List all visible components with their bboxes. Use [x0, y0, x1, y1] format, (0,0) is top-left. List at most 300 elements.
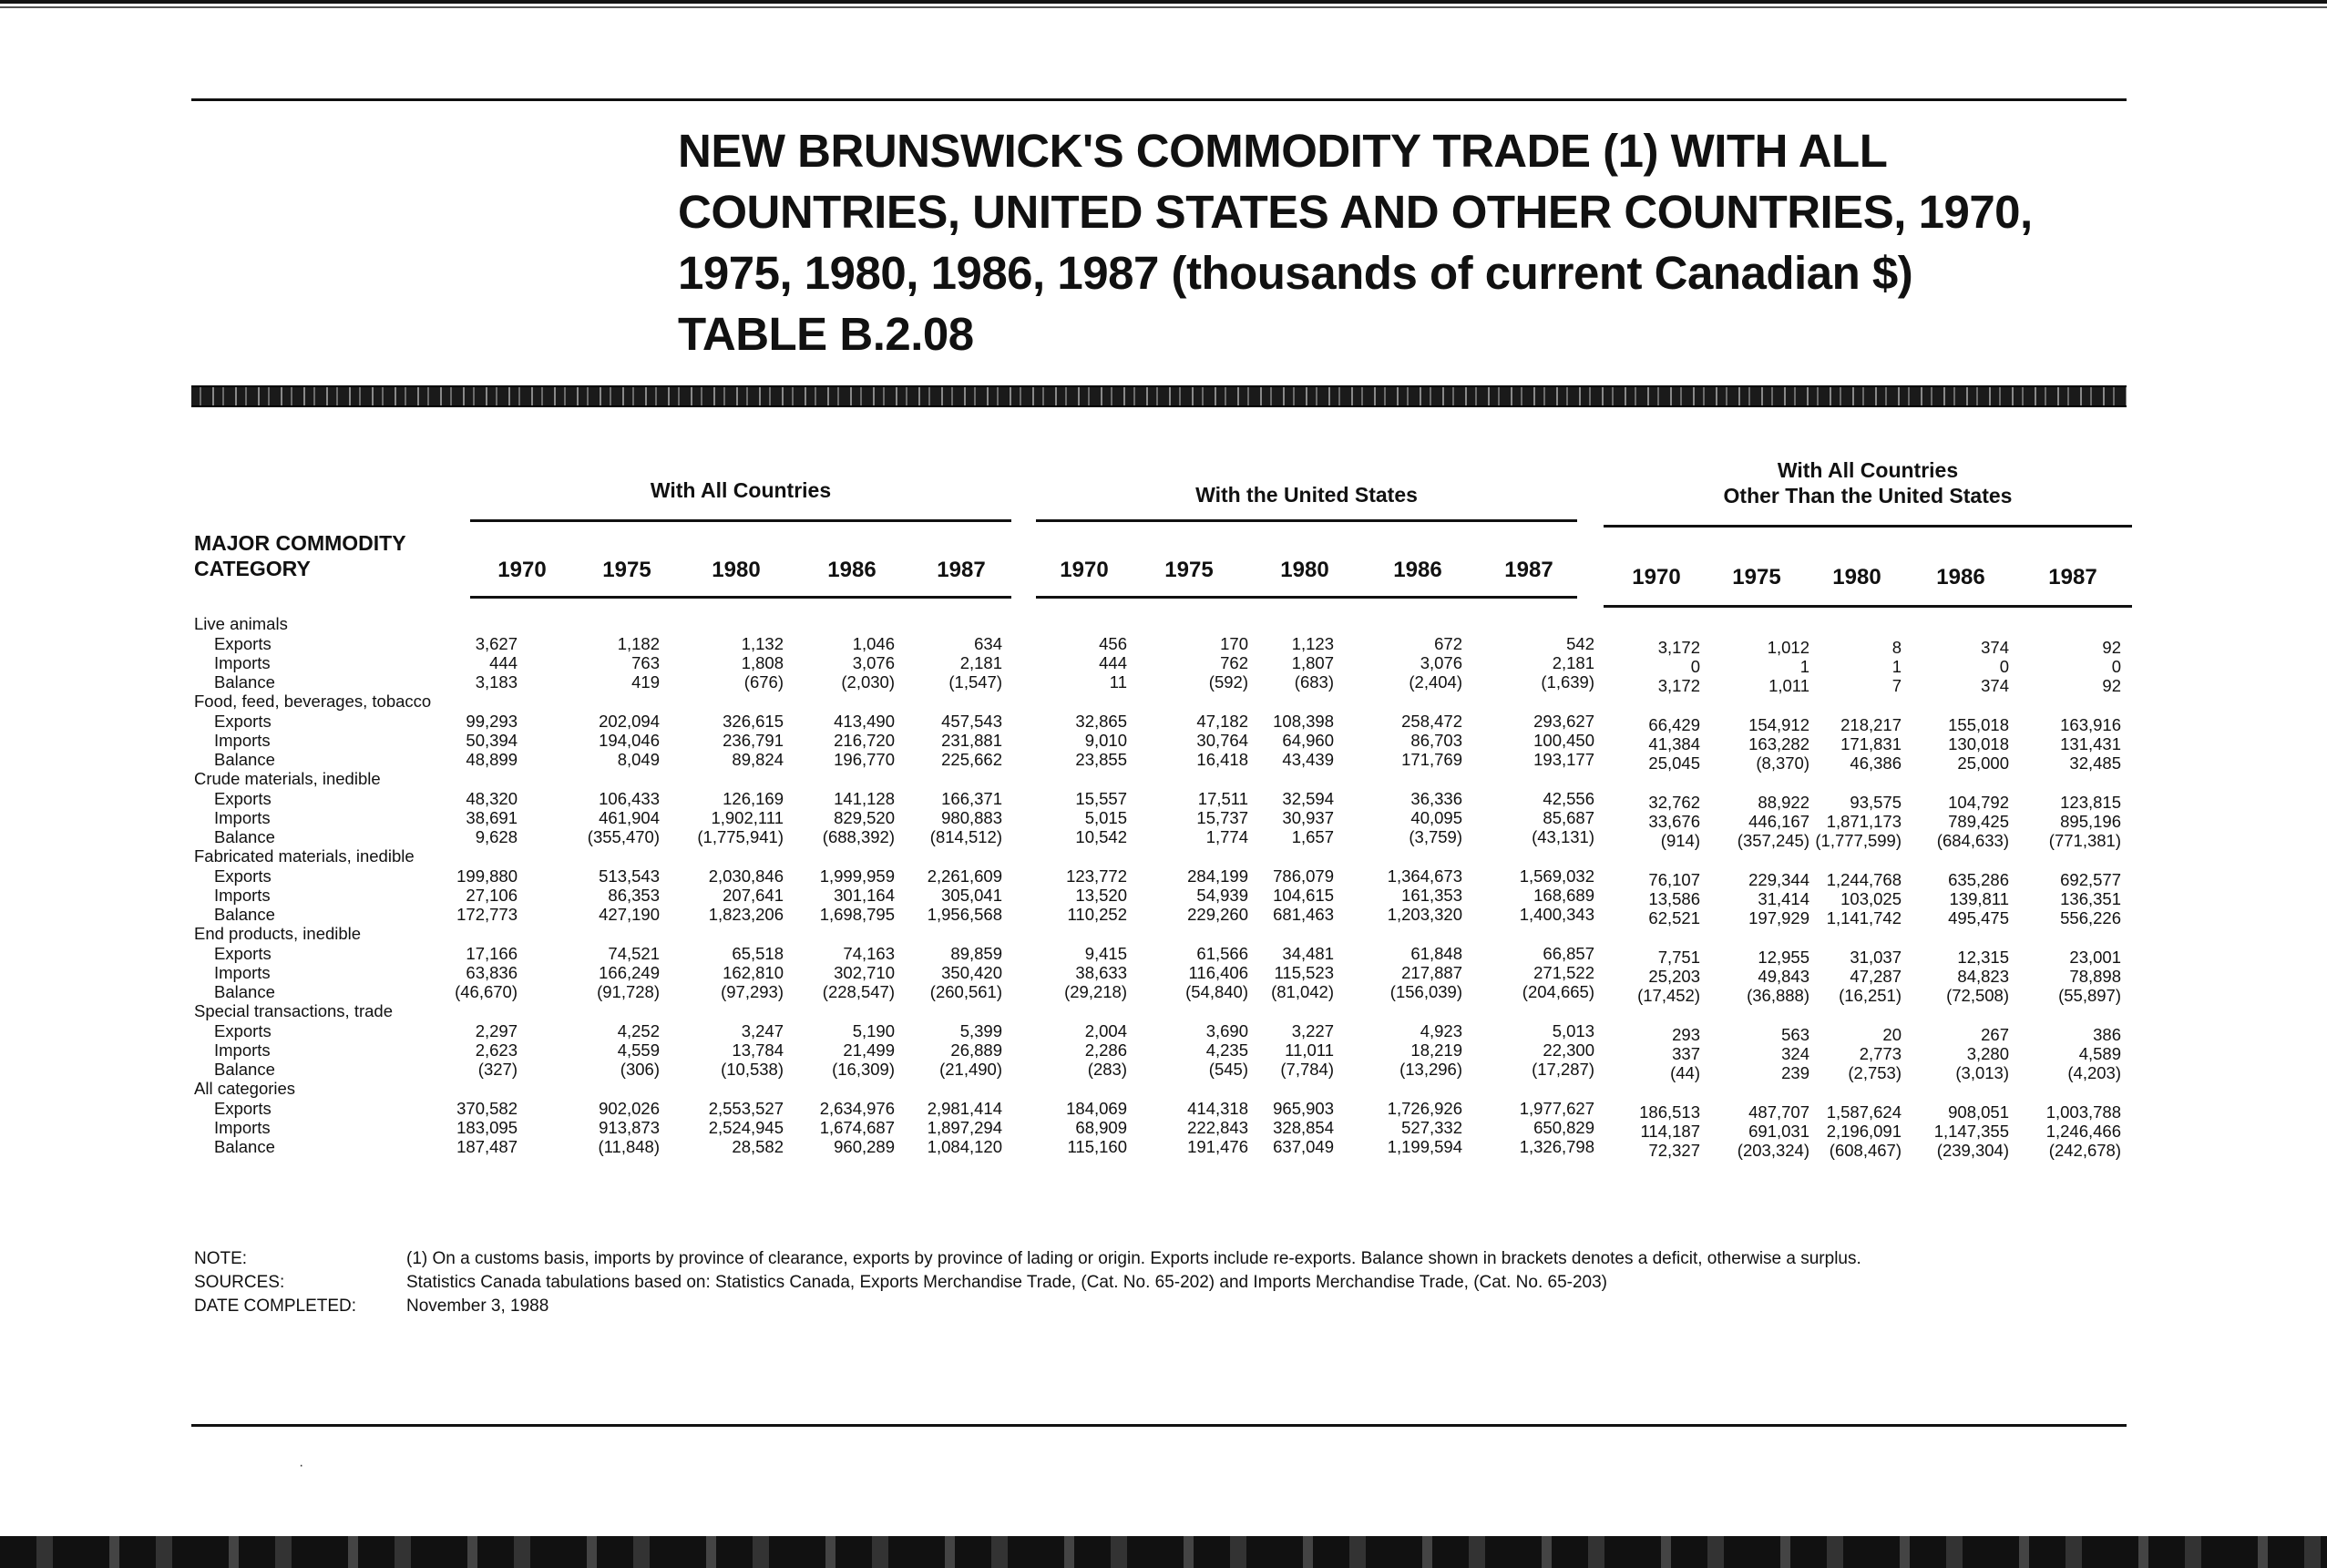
table-cell: 527,332	[1401, 1118, 1462, 1137]
table-row	[194, 827, 2135, 850]
table-cell: 302,710	[834, 963, 895, 982]
table-cell: (44)	[1670, 1063, 1700, 1082]
table-cell: 5,399	[959, 1021, 1002, 1040]
table-cell: 1,808	[741, 653, 784, 672]
table-cell: 171,769	[1401, 750, 1462, 769]
table-cell: 495,475	[1948, 908, 2009, 927]
table-row	[194, 1060, 2135, 1082]
table-cell: (3,013)	[1955, 1063, 2009, 1082]
table-cell: 10,542	[1075, 827, 1127, 846]
table-cell: 2,981,414	[927, 1099, 1002, 1118]
table-cell: 3,280	[1966, 1044, 2009, 1063]
table-cell: 2,297	[475, 1021, 518, 1040]
table-cell: (97,293)	[721, 982, 784, 1001]
table-cell: (11,848)	[598, 1137, 660, 1156]
table-cell: 563	[1781, 1025, 1809, 1044]
table-cell: (1,775,941)	[697, 827, 784, 846]
table-cell: 1,141,742	[1826, 908, 1902, 927]
table-cell: 1,003,788	[2045, 1102, 2121, 1122]
row-label: Balance	[214, 827, 275, 846]
table-row	[194, 1099, 2135, 1122]
table-cell: 64,960	[1282, 731, 1334, 750]
table-cell: 115,523	[1274, 963, 1334, 982]
table-cell: 1,726,926	[1387, 1099, 1462, 1118]
table-cell: (2,404)	[1409, 672, 1462, 692]
year-underline	[1036, 596, 1577, 599]
table-number: TABLE B.2.08	[678, 308, 974, 360]
table-cell: 1,999,959	[819, 866, 895, 886]
scan-edge-bottom	[0, 1536, 2327, 1568]
table-cell: 1,956,568	[927, 905, 1002, 924]
table-cell: 908,051	[1948, 1102, 2009, 1122]
table-cell: (54,840)	[1185, 982, 1248, 1001]
table-row	[194, 1021, 2135, 1044]
group-underline	[1036, 519, 1577, 522]
table-cell: 65,518	[732, 944, 784, 963]
table-cell: 62,521	[1648, 908, 1700, 927]
table-cell: (3,759)	[1409, 827, 1462, 846]
table-cell: 32,485	[2069, 753, 2121, 773]
table-cell: 104,615	[1273, 886, 1334, 905]
table-cell: 902,026	[599, 1099, 660, 1118]
table-cell: 15,557	[1075, 789, 1127, 808]
table-cell: (46,670)	[455, 982, 518, 1001]
table-cell: 40,095	[1410, 808, 1462, 827]
table-row	[194, 1118, 2135, 1141]
group-underline	[470, 519, 1011, 522]
table-cell: 170	[1220, 634, 1248, 653]
year-header: 1987	[1504, 558, 1553, 582]
table-cell: 194,046	[599, 731, 660, 750]
table-cell: 542	[1566, 634, 1594, 653]
table-cell: 444	[489, 653, 518, 672]
table-cell: 103,025	[1840, 889, 1902, 908]
table-cell: 163,282	[1748, 734, 1809, 753]
table-cell: (204,665)	[1522, 982, 1594, 1001]
table-row	[194, 672, 2135, 695]
table-cell: (16,251)	[1839, 986, 1902, 1005]
row-label: Imports	[214, 731, 271, 750]
table-cell: (355,470)	[587, 827, 660, 846]
table-cell: 13,784	[732, 1040, 784, 1060]
table-cell: 191,476	[1187, 1137, 1248, 1156]
table-cell: 168,689	[1533, 886, 1594, 905]
table-cell: 26,889	[950, 1040, 1002, 1060]
row-label: Imports	[214, 963, 271, 982]
table-cell: 1,246,466	[2045, 1122, 2121, 1141]
table-cell: 7	[1891, 676, 1902, 695]
table-cell: 2,524,945	[708, 1118, 784, 1137]
table-cell: (684,633)	[1936, 831, 2009, 850]
table-cell: 5,190	[852, 1021, 895, 1040]
table-cell: 115,160	[1067, 1137, 1127, 1156]
year-header: 1980	[1280, 558, 1329, 582]
table-cell: 47,182	[1196, 712, 1248, 731]
table-cell: 8,049	[617, 750, 660, 769]
table-cell: 38,691	[466, 808, 518, 827]
table-cell: (17,287)	[1532, 1060, 1594, 1079]
year-header: 1975	[1164, 558, 1214, 582]
table-cell: 965,903	[1273, 1099, 1334, 1118]
table-cell: 187,487	[456, 1137, 518, 1156]
row-label: Imports	[214, 808, 271, 827]
table-cell: 1,698,795	[819, 905, 895, 924]
table-cell: 196,770	[834, 750, 895, 769]
table-cell: 4,589	[2078, 1044, 2121, 1063]
table-cell: 446,167	[1748, 812, 1809, 831]
table-cell: 2,286	[1084, 1040, 1127, 1060]
table-cell: 183,095	[456, 1118, 518, 1137]
table-row	[194, 653, 2135, 676]
table-cell: 47,287	[1850, 967, 1902, 986]
year-header: 1986	[1936, 565, 1985, 589]
table-cell: 236,791	[723, 731, 784, 750]
table-cell: 85,687	[1543, 808, 1594, 827]
table-cell: 74,521	[608, 944, 660, 963]
table-cell: 3,172	[1657, 676, 1700, 695]
table-row	[194, 750, 2135, 773]
table-cell: 1,011	[1768, 676, 1809, 695]
table-cell: 5,015	[1084, 808, 1127, 827]
table-cell: 1,199,594	[1387, 1137, 1462, 1156]
table-cell: 229,344	[1748, 870, 1809, 889]
table-cell: 99,293	[466, 712, 518, 731]
table-cell: 186,513	[1639, 1102, 1700, 1122]
table-cell: 207,641	[723, 886, 784, 905]
table-cell: 419	[631, 672, 660, 692]
row-label: Imports	[214, 1118, 271, 1137]
table-row	[194, 963, 2135, 986]
table-cell: 20	[1882, 1025, 1902, 1044]
row-label: Exports	[214, 789, 272, 808]
table-cell: 293,627	[1533, 712, 1594, 731]
table-cell: 13,520	[1075, 886, 1127, 905]
year-header: 1970	[1060, 558, 1109, 582]
year-underline	[470, 596, 1011, 599]
table-cell: 2,634,976	[819, 1099, 895, 1118]
table-cell: 108,398	[1273, 712, 1334, 731]
table-cell: 93,575	[1850, 793, 1902, 812]
table-cell: 9,628	[475, 827, 518, 846]
table-cell: 1,902,111	[711, 808, 784, 827]
table-cell: (10,538)	[721, 1060, 784, 1079]
row-header-line: MAJOR COMMODITY	[194, 531, 406, 555]
table-cell: 9,415	[1084, 944, 1127, 963]
table-cell: 46,386	[1850, 753, 1902, 773]
table-cell: (239,304)	[1936, 1141, 2009, 1160]
table-cell: 556,226	[2060, 908, 2121, 927]
table-cell: 3,227	[1291, 1021, 1334, 1040]
table-cell: 49,843	[1758, 967, 1809, 986]
table-cell: (1,639)	[1541, 672, 1594, 692]
table-cell: 50,394	[466, 731, 518, 750]
table-cell: 895,196	[2060, 812, 2121, 831]
table-cell: (592)	[1208, 672, 1248, 692]
table-cell: 691,031	[1748, 1122, 1809, 1141]
table-cell: 2,553,527	[708, 1099, 784, 1118]
table-cell: 3,690	[1205, 1021, 1248, 1040]
table-cell: 829,520	[834, 808, 895, 827]
table-cell: 106,433	[599, 789, 660, 808]
table-cell: 239	[1781, 1063, 1809, 1082]
table-cell: 386	[2093, 1025, 2121, 1044]
table-cell: 31,037	[1850, 948, 1902, 967]
table-cell: 66,429	[1648, 715, 1700, 734]
table-cell: 61,848	[1410, 944, 1462, 963]
year-header: 1986	[827, 558, 876, 582]
bottom-rule	[191, 1424, 2127, 1427]
table-cell: 456	[1099, 634, 1127, 653]
table-cell: 3,076	[1420, 653, 1462, 672]
table-cell: 225,662	[941, 750, 1002, 769]
table-cell: (36,888)	[1747, 986, 1809, 1005]
table-cell: (357,245)	[1737, 831, 1809, 850]
table-cell: 1,674,687	[819, 1118, 895, 1137]
table-cell: 374	[1981, 676, 2009, 695]
table-cell: 154,912	[1748, 715, 1809, 734]
table-cell: 18,219	[1410, 1040, 1462, 1060]
title-line: COUNTRIES, UNITED STATES AND OTHER COUNTRIES, 1970,	[678, 186, 2033, 238]
table-cell: 89,859	[950, 944, 1002, 963]
table-cell: 231,881	[941, 731, 1002, 750]
table-cell: (242,678)	[2048, 1141, 2121, 1160]
table-cell: 13,586	[1648, 889, 1700, 908]
table-cell: 1,657	[1291, 827, 1334, 846]
table-cell: 271,522	[1533, 963, 1594, 982]
table-cell: (2,030)	[841, 672, 895, 692]
table-cell: 130,018	[1948, 734, 2009, 753]
row-label: Imports	[214, 1040, 271, 1060]
table-cell: 25,045	[1648, 753, 1700, 773]
table-cell: 1,364,673	[1387, 866, 1462, 886]
table-cell: 0	[1999, 657, 2009, 676]
table-cell: (81,042)	[1271, 982, 1334, 1001]
category-label: Live animals	[194, 614, 288, 633]
table-cell: 1,123	[1291, 634, 1334, 653]
table-cell: (688,392)	[822, 827, 895, 846]
table-cell: (771,381)	[2048, 831, 2121, 850]
table-cell: 17,511	[1197, 789, 1248, 808]
table-cell: 324	[1781, 1044, 1809, 1063]
table-cell: 4,923	[1420, 1021, 1462, 1040]
table-cell: 25,203	[1648, 967, 1700, 986]
table-cell: 28,582	[732, 1137, 784, 1156]
row-label: Exports	[214, 944, 272, 963]
title-line: 1975, 1980, 1986, 1987 (thousands of current Canadian $)	[678, 247, 1913, 299]
table-cell: 163,916	[2060, 715, 2121, 734]
row-label: Exports	[214, 634, 272, 653]
table-cell: 72,327	[1648, 1141, 1700, 1160]
table-cell: 23,855	[1075, 750, 1127, 769]
table-cell: 3,076	[852, 653, 895, 672]
table-row	[194, 1040, 2135, 1063]
row-label: Exports	[214, 1099, 272, 1118]
table-cell: 48,320	[466, 789, 518, 808]
row-label: Imports	[214, 886, 271, 905]
table-cell: 650,829	[1533, 1118, 1594, 1137]
table-cell: 1,244,768	[1826, 870, 1902, 889]
table-cell: 427,190	[599, 905, 660, 924]
year-header: 1975	[1732, 565, 1781, 589]
table-row	[194, 789, 2135, 812]
table-cell: (156,039)	[1389, 982, 1462, 1001]
table-cell: 762	[1220, 653, 1248, 672]
table-cell: 193,177	[1533, 750, 1594, 769]
year-header: 1987	[937, 558, 986, 582]
table-cell: 2,196,091	[1826, 1122, 1902, 1141]
table-cell: 76,107	[1648, 870, 1700, 889]
table-cell: 139,811	[1949, 889, 2009, 908]
table-cell: 92	[2102, 638, 2121, 657]
table-cell: 15,737	[1196, 808, 1248, 827]
table-cell: 1,807	[1291, 653, 1334, 672]
table-cell: 1,182	[617, 634, 660, 653]
table-cell: 23,001	[2069, 948, 2121, 967]
table-row	[194, 731, 2135, 753]
table-cell: 305,041	[941, 886, 1002, 905]
year-header: 1970	[497, 558, 547, 582]
table-row	[194, 1137, 2135, 1160]
table-row	[194, 982, 2135, 1005]
table-cell: 38,633	[1075, 963, 1127, 982]
table-cell: 197,929	[1748, 908, 1809, 927]
year-header: 1986	[1393, 558, 1442, 582]
table-cell: 3,247	[741, 1021, 784, 1040]
table-cell: 42,556	[1543, 789, 1594, 808]
table-cell: 2,261,609	[927, 866, 1002, 886]
table-cell: 681,463	[1273, 905, 1334, 924]
group-header-line: Other Than the United States	[1723, 484, 2013, 507]
table-cell: 980,883	[941, 808, 1002, 827]
table-cell: 374	[1981, 638, 2009, 657]
table-cell: 1,147,355	[1933, 1122, 2009, 1141]
table-row	[194, 944, 2135, 967]
table-cell: 61,566	[1196, 944, 1248, 963]
table-cell: 3,627	[475, 634, 518, 653]
row-header-line: CATEGORY	[194, 557, 311, 580]
table-cell: 92	[2102, 676, 2121, 695]
table-cell: 786,079	[1273, 866, 1334, 886]
table-cell: (91,728)	[597, 982, 660, 1001]
table-cell: 161,353	[1401, 886, 1462, 905]
row-label: Exports	[214, 712, 272, 731]
table-cell: 216,720	[834, 731, 895, 750]
table-cell: (814,512)	[929, 827, 1002, 846]
table-cell: 1,326,798	[1519, 1137, 1594, 1156]
table-row	[194, 712, 2135, 734]
table-cell: 89,824	[732, 750, 784, 769]
table-cell: 88,922	[1758, 793, 1809, 812]
scan-edge-top	[0, 0, 2327, 9]
table-cell: 184,069	[1066, 1099, 1127, 1118]
table-cell: 1	[1891, 657, 1902, 676]
table-cell: 337	[1672, 1044, 1700, 1063]
note-text: (1) On a customs basis, imports by province of clearance, exports by province of lading or origin. Exports include re-exports. Balance shown in brackets denotes a deficit, otherwise a surplus.	[406, 1249, 1861, 1268]
table-cell: 202,094	[599, 712, 660, 731]
table-cell: 1,012	[1767, 638, 1809, 657]
table-cell: 258,472	[1401, 712, 1462, 731]
table-cell: 66,857	[1543, 944, 1594, 963]
table-cell: 104,792	[1948, 793, 2009, 812]
table-row	[194, 905, 2135, 927]
page-title	[678, 120, 2099, 364]
top-rule	[191, 98, 2127, 101]
table-cell: 457,543	[941, 712, 1002, 731]
table-cell: 217,887	[1401, 963, 1462, 982]
category-label: End products, inedible	[194, 924, 362, 943]
table-cell: 413,490	[834, 712, 895, 731]
group-header-all-countries: With All Countries	[650, 478, 832, 502]
table-cell: 11,011	[1285, 1040, 1334, 1060]
row-label: Imports	[214, 653, 271, 672]
table-cell: 86,703	[1410, 731, 1462, 750]
row-label: Balance	[214, 750, 275, 769]
table-cell: 763	[631, 653, 660, 672]
table-cell: 114,187	[1640, 1122, 1700, 1141]
group-underline	[1604, 525, 2132, 528]
year-header: 1970	[1632, 565, 1681, 589]
table-row	[194, 634, 2135, 657]
table-cell: 171,831	[1840, 734, 1902, 753]
year-underline	[1604, 605, 2132, 608]
table-cell: 284,199	[1187, 866, 1248, 886]
table-cell: (676)	[743, 672, 784, 692]
table-cell: (914)	[1660, 831, 1700, 850]
row-label: Exports	[214, 1021, 272, 1040]
table-cell: (13,296)	[1399, 1060, 1462, 1079]
table-cell: 22,300	[1543, 1040, 1594, 1060]
table-cell: 110,252	[1067, 905, 1127, 924]
table-cell: 1,587,624	[1826, 1102, 1902, 1122]
table-cell: 326,615	[723, 712, 784, 731]
table-cell: 30,937	[1282, 808, 1334, 827]
table-cell: 54,939	[1196, 886, 1248, 905]
table-cell: 162,810	[723, 963, 784, 982]
table-row	[194, 808, 2135, 831]
table-cell: 293	[1672, 1025, 1700, 1044]
table-cell: 634	[974, 634, 1002, 653]
table-cell: 27,106	[466, 886, 518, 905]
table-cell: 370,582	[456, 1099, 518, 1118]
row-label: Balance	[214, 982, 275, 1001]
table-cell: (72,508)	[1946, 986, 2009, 1005]
table-cell: (7,784)	[1280, 1060, 1334, 1079]
row-label: Balance	[214, 672, 275, 692]
table-cell: 25,000	[1957, 753, 2009, 773]
table-cell: 12,315	[1957, 948, 2009, 967]
table-cell: 1	[1799, 657, 1809, 676]
table-cell: 3,172	[1657, 638, 1700, 657]
year-header: 1975	[602, 558, 651, 582]
table-cell: 33,676	[1648, 812, 1700, 831]
table-cell: (8,370)	[1756, 753, 1809, 773]
title-line: NEW BRUNSWICK'S COMMODITY TRADE (1) WITH ALL	[678, 125, 1888, 177]
table-cell: 68,909	[1075, 1118, 1127, 1137]
category-label: All categories	[194, 1079, 296, 1098]
table-cell: 123,772	[1066, 866, 1127, 886]
table-cell: 1,569,032	[1519, 866, 1594, 886]
table-cell: 32,865	[1075, 712, 1127, 731]
category-label: Fabricated materials, inedible	[194, 846, 415, 866]
table-cell: 16,418	[1196, 750, 1248, 769]
table-cell: 1,132	[741, 634, 784, 653]
table-cell: 913,873	[599, 1118, 660, 1137]
table-cell: 0	[1690, 657, 1700, 676]
table-cell: 4,235	[1205, 1040, 1248, 1060]
table-cell: 141,128	[834, 789, 895, 808]
table-cell: 0	[2111, 657, 2121, 676]
table-cell: 2,004	[1084, 1021, 1127, 1040]
